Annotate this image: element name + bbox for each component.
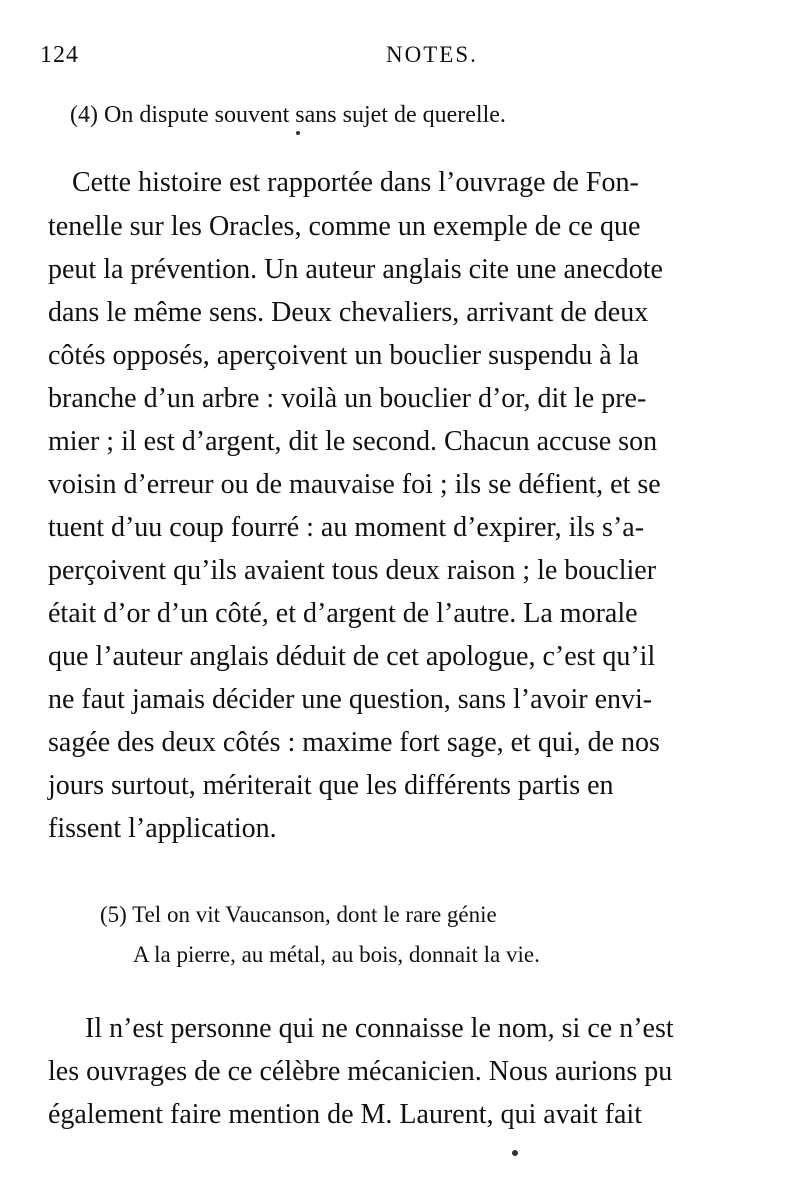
page-number: 124	[40, 42, 79, 68]
note-4-line: jours surtout, mériterait que les différents partis en	[48, 770, 614, 801]
note-4-line: ne faut jamais décider une question, sans l’avoir envi-	[48, 684, 653, 715]
note-4-line: tuent d’uu coup fourré : au moment d’expirer, ils s’a-	[48, 512, 645, 543]
note-4-line: que l’auteur anglais déduit de cet apologue, c’est qu’il	[48, 641, 656, 672]
note-5-line: les ouvrages de ce célèbre mécanicien. Nous aurions pu	[48, 1056, 673, 1087]
running-title: NOTES.	[386, 42, 478, 67]
note-4-line: branche d’un arbre : voilà un bouclier d’or, dit le pre-	[48, 383, 647, 414]
note-4-line: perçoivent qu’ils avaient tous deux raison ; le bouclier	[48, 555, 657, 586]
note-4-line: peut la prévention. Un auteur anglais cite une anecdote	[48, 254, 663, 285]
note-4-line: sagée des deux côtés : maxime fort sage, et qui, de nos	[48, 727, 660, 758]
note-5-line: Il n’est personne qui ne connaisse le nom, si ce n’est	[85, 1013, 674, 1044]
page-header	[40, 42, 760, 78]
note-4-line: dans le même sens. Deux chevaliers, arrivant de deux	[48, 297, 649, 328]
note-4-line: était d’or d’un côté, et d’argent de l’autre. La morale	[48, 598, 638, 629]
note-4-line: mier ; il est d’argent, dit le second. Chacun accuse son	[48, 426, 658, 457]
note-4-line: côtés opposés, aperçoivent un bouclier suspendu à la	[48, 340, 639, 371]
note-5-verse-line: (5) Tel on vit Vaucanson, dont le rare génie	[100, 902, 497, 927]
note-4-line: Cette histoire est rapportée dans l’ouvrage de Fon-	[72, 167, 639, 198]
note-5-line: également faire mention de M. Laurent, qui avait fait	[48, 1099, 642, 1130]
note-4-line: tenelle sur les Oracles, comme un exemple de ce que	[48, 211, 641, 242]
ink-speck	[512, 1150, 518, 1156]
note-4-line: fissent l’application.	[48, 813, 277, 844]
note-4-heading: (4) On dispute souvent sans sujet de querelle.	[70, 102, 506, 128]
ink-speck	[296, 131, 300, 135]
note-5-verse-line: A la pierre, au métal, au bois, donnait la vie.	[133, 942, 540, 967]
note-4-line: voisin d’erreur ou de mauvaise foi ; ils se défient, et se	[48, 469, 661, 500]
